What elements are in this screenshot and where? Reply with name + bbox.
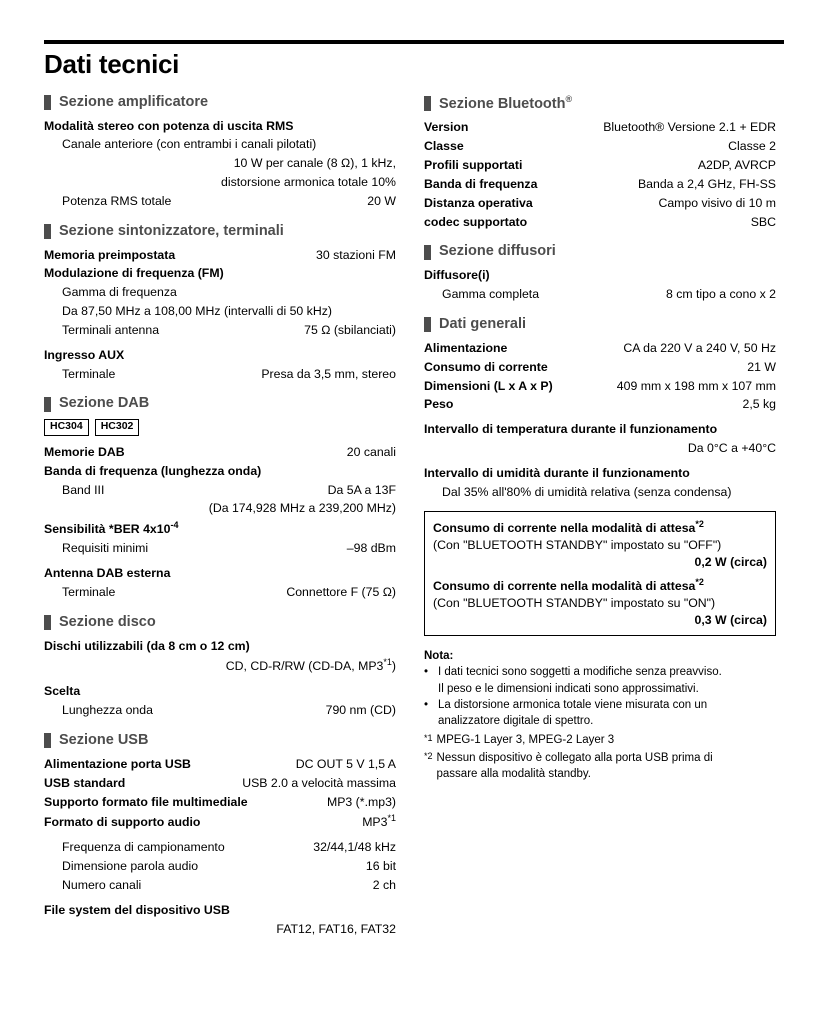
footnote-2-line-1: Nessun dispositivo è collegato alla porta USB prima di xyxy=(436,751,713,764)
usb-filesystem-label: File system del dispositivo USB xyxy=(44,902,230,917)
tuner-freq-range-label: Gamma di frequenza xyxy=(62,285,177,300)
section-title: Sezione DAB xyxy=(59,395,150,412)
speaker-fullrange-label: Gamma completa xyxy=(442,287,540,302)
usb-standard-value: USB 2.0 a velocità massima xyxy=(242,775,396,790)
general-dimensions-value: 409 mm x 198 mm x 107 mm xyxy=(616,378,776,393)
bt-range-value: Campo visivo di 10 m xyxy=(658,195,776,210)
general-weight-label: Peso xyxy=(424,397,454,412)
registered-mark: ® xyxy=(565,93,573,104)
usb-sampling-value: 32/44,1/48 kHz xyxy=(313,840,396,855)
speaker-fullrange-value: 8 cm tipo a cono x 2 xyxy=(665,287,776,302)
amp-mode-label: Modalità stereo con potenza di uscita RMS xyxy=(44,118,294,133)
bullet-icon: • xyxy=(424,666,429,679)
dab-terminal-row xyxy=(44,584,396,602)
bt-class-row xyxy=(424,138,776,156)
dab-memories-label: Memorie DAB xyxy=(44,444,125,459)
usb-standard-row xyxy=(44,775,396,793)
bt-frequency-label: Banda di frequenza xyxy=(424,176,538,191)
usb-power-value: DC OUT 5 V 1,5 A xyxy=(295,756,396,771)
bt-version-label: Version xyxy=(424,120,469,135)
tuner-antenna-value: 75 Ω (sbilanciati) xyxy=(304,322,396,337)
dab-sensitivity-label: Sensibilità *BER $4x10^{-4}$ xyxy=(44,520,179,537)
section-title: Sezione amplificatore xyxy=(59,93,209,110)
usb-power-label: Alimentazione porta USB xyxy=(44,756,191,771)
general-temp-value: Da 0°C a +40°C xyxy=(687,441,776,455)
usb-audio-format-row xyxy=(44,812,396,832)
disc-pickup-label: Scelta xyxy=(44,684,81,699)
dab-minreq-label: Requisiti minimi xyxy=(62,541,149,556)
general-weight-value: 2,5 kg xyxy=(742,397,776,412)
notes-block xyxy=(424,648,776,782)
section-heading-speakers xyxy=(424,244,776,260)
standby-off-title-text: Consumo di corrente nella modalità di attesa xyxy=(433,521,696,536)
section-title: Sezione disco xyxy=(59,613,156,630)
dab-ext-antenna-label: Antenna DAB esterna xyxy=(44,565,171,580)
dab-band3-label: Band III xyxy=(62,482,105,497)
aux-input-label: Ingresso AUX xyxy=(44,347,125,362)
note-line-1: I dati tecnici sono soggetti a modifiche senza preavviso. xyxy=(438,666,722,679)
bt-codec-row xyxy=(424,214,776,232)
section-bar-icon xyxy=(44,733,51,748)
bt-range-row xyxy=(424,195,776,213)
bt-range-label: Distanza operativa xyxy=(424,195,533,210)
section-bar-icon xyxy=(424,245,431,260)
standby-on-title xyxy=(433,576,767,595)
dab-terminal-value: Connettore F (75 Ω) xyxy=(286,584,396,599)
general-power-label: Alimentazione xyxy=(424,340,508,355)
page-title: Dati tecnici xyxy=(44,49,180,79)
usb-filesystem-value: FAT12, FAT16, FAT32 xyxy=(276,921,396,936)
section-bar-icon xyxy=(44,95,51,110)
dab-minreq-row xyxy=(44,540,396,558)
bt-frequency-value: Banda a 2,4 GHz, FH-SS xyxy=(637,176,776,191)
bt-class-label: Classe xyxy=(424,139,464,154)
general-humidity-label: Intervallo di umidità durante il funzionamento xyxy=(424,465,690,480)
bt-profiles-value: A2DP, AVRCP xyxy=(697,158,776,173)
left-column xyxy=(44,95,396,940)
note-bullet-2-text xyxy=(438,697,707,730)
standby-off-sub: (Con "BLUETOOTH STANDBY" impostato su "OFF") xyxy=(433,538,722,553)
amp-front-channel-label: Canale anteriore (con entrambi i canali pilotati) xyxy=(62,137,317,152)
section-title: Dati generali xyxy=(439,315,527,332)
section-heading-disc xyxy=(44,615,396,631)
standby-consumption-box xyxy=(424,511,776,636)
tuner-antenna-row xyxy=(44,322,396,340)
standby-off-value: 0,2 W (circa) xyxy=(694,554,767,569)
aux-terminal-value: Presa da 3,5 mm, stereo xyxy=(261,366,396,381)
bt-frequency-row xyxy=(424,176,776,194)
general-dimensions-label: Dimensioni (L x A x P) xyxy=(424,378,553,393)
disc-wavelength-row xyxy=(44,702,396,720)
disc-usable-label: Dischi utilizzabili (da 8 cm o 12 cm) xyxy=(44,638,250,653)
aux-terminal-label: Terminale xyxy=(62,366,116,381)
standby-block-on xyxy=(433,576,767,628)
note-bullet-1-text xyxy=(438,664,722,697)
note-line-3: La distorsione armonica totale viene misurata con un xyxy=(438,698,708,711)
disc-wavelength-label: Lunghezza onda xyxy=(62,703,153,718)
amp-rms-total-label: Potenza RMS totale xyxy=(62,193,172,208)
usb-channels-value: 2 ch xyxy=(372,877,396,892)
standby-on-sub: (Con "BLUETOOTH STANDBY" impostato su "ON") xyxy=(433,596,716,611)
usb-wordsize-row xyxy=(44,858,396,876)
standby-block-off xyxy=(433,518,767,570)
general-weight-row xyxy=(424,396,776,414)
section-heading-dab xyxy=(44,396,396,412)
footnote-1-mark: *1 xyxy=(424,732,433,743)
general-dimensions-row xyxy=(424,378,776,396)
bullet-icon: • xyxy=(424,698,429,711)
tuner-fm-label: Modulazione di frequenza (FM) xyxy=(44,266,224,281)
general-humidity-value: Dal 35% all'80% di umidità relativa (senza condensa) xyxy=(442,484,732,499)
usb-audio-format-label: Formato di supporto audio xyxy=(44,815,201,830)
aux-terminal-row xyxy=(44,366,396,384)
bt-codec-label: codec supportato xyxy=(424,214,528,229)
section-bar-icon xyxy=(44,615,51,630)
tuner-freq-range-value: Da 87,50 MHz a 108,00 MHz (intervalli di 50 kHz) xyxy=(62,304,332,319)
section-title-text: Sezione Bluetooth xyxy=(439,95,566,112)
usb-sampling-label: Frequenza di campionamento xyxy=(62,840,225,855)
dab-band3-row xyxy=(44,482,396,500)
model-badge: HC302 xyxy=(95,419,140,436)
usb-wordsize-value: 16 bit xyxy=(365,859,396,874)
bt-class-value: Classe 2 xyxy=(728,139,776,154)
notes-title: Nota: xyxy=(424,650,454,663)
footnote-1-text: MPEG-1 Layer 3, MPEG-2 Layer 3 xyxy=(436,733,615,746)
bt-profiles-row xyxy=(424,157,776,175)
footnote-1 xyxy=(424,732,776,748)
general-consumption-value: 21 W xyxy=(747,359,776,374)
usb-channels-row xyxy=(44,877,396,895)
standby-off-title xyxy=(433,518,767,537)
section-title: Sezione diffusori xyxy=(439,243,556,260)
amp-rms-total-value: 20 W xyxy=(367,193,396,208)
usb-media-format-row xyxy=(44,794,396,812)
section-heading-bluetooth xyxy=(424,95,776,113)
usb-wordsize-label: Dimensione parola audio xyxy=(62,859,199,874)
dab-band-label: Banda di frequenza (lunghezza onda) xyxy=(44,463,262,478)
usb-standard-label: USB standard xyxy=(44,775,126,790)
usb-channels-label: Numero canali xyxy=(62,877,142,892)
note-line-2: Il peso e le dimensioni indicati sono approssimativi. xyxy=(438,682,699,695)
section-title xyxy=(439,95,572,113)
footnote-2-mark: *2 xyxy=(424,750,433,761)
section-heading-general xyxy=(424,317,776,333)
usb-sampling-row xyxy=(44,839,396,857)
bt-version-row xyxy=(424,119,776,137)
footnote-2-text xyxy=(437,750,713,783)
two-column-layout xyxy=(44,95,784,940)
note-bullet-2 xyxy=(424,697,776,730)
amp-front-value-2: distorsione armonica totale 10% xyxy=(221,175,396,190)
dab-band3-value: Da 5A a 13F xyxy=(327,482,396,497)
section-bar-icon xyxy=(424,317,431,332)
general-consumption-label: Consumo di corrente xyxy=(424,359,548,374)
speaker-fullrange-row xyxy=(424,286,776,304)
amp-front-value-1: 10 W per canale (8 Ω), 1 kHz, xyxy=(233,156,396,171)
general-power-value: CA da 220 V a 240 V, 50 Hz xyxy=(623,340,776,355)
dab-memories-value: 20 canali xyxy=(346,444,396,459)
section-title: Sezione sintonizzatore, terminali xyxy=(59,222,284,239)
dab-memories-row xyxy=(44,444,396,462)
disc-usable-value: CD, CD-R/RW (CD-DA, MP3$^{*1}$) xyxy=(225,657,396,674)
dab-terminal-label: Terminale xyxy=(62,584,116,599)
footnote-2-line-2: passare alla modalità standby. xyxy=(436,768,592,781)
tuner-preset-label: Memoria preimpostata xyxy=(44,247,176,262)
usb-media-format-label: Supporto formato file multimediale xyxy=(44,794,248,809)
dab-band3-range: (Da 174,928 MHz a 239,200 MHz) xyxy=(208,501,396,516)
disc-wavelength-value: 790 nm (CD) xyxy=(325,703,396,718)
standby-on-title-text: Consumo di corrente nella modalità di attesa xyxy=(433,579,696,594)
section-heading-tuner xyxy=(44,224,396,240)
standby-on-value: 0,3 W (circa) xyxy=(694,612,767,627)
model-badges xyxy=(44,419,396,436)
general-power-row xyxy=(424,340,776,358)
tuner-preset-value: 30 stazioni FM xyxy=(316,247,396,262)
model-badge: HC304 xyxy=(44,419,89,436)
section-heading-usb xyxy=(44,733,396,749)
bt-profiles-label: Profili supportati xyxy=(424,158,523,173)
general-consumption-row xyxy=(424,359,776,377)
speaker-label: Diffusore(i) xyxy=(424,268,490,283)
section-heading-amplifier xyxy=(44,95,396,111)
standby-off-footnote-mark: *2 xyxy=(695,519,704,530)
standby-on-footnote-mark: *2 xyxy=(695,577,704,588)
note-line-4: analizzatore digitale di spettro. xyxy=(438,715,594,728)
section-bar-icon xyxy=(424,96,431,111)
note-bullet-1 xyxy=(424,664,776,697)
usb-power-row xyxy=(44,756,396,774)
section-bar-icon xyxy=(44,397,51,412)
right-column xyxy=(424,95,776,783)
bt-version-value: Bluetooth® Versione 2.1 + EDR xyxy=(603,120,776,135)
amp-rms-total-row xyxy=(44,193,396,211)
general-temp-label: Intervallo di temperatura durante il funzionamento xyxy=(424,422,718,437)
tuner-preset-row xyxy=(44,247,396,265)
bt-codec-value: SBC xyxy=(750,214,776,229)
footnote-2 xyxy=(424,750,776,783)
section-bar-icon xyxy=(44,224,51,239)
title-rule xyxy=(44,40,784,44)
dab-minreq-value: –98 dBm xyxy=(346,541,396,556)
usb-media-format-value: MP3 (*.mp3) xyxy=(326,794,396,809)
tuner-antenna-label: Terminali antenna xyxy=(62,322,160,337)
usb-audio-format-value: MP3$^{*1}$ xyxy=(362,813,396,830)
section-title: Sezione USB xyxy=(59,731,149,748)
